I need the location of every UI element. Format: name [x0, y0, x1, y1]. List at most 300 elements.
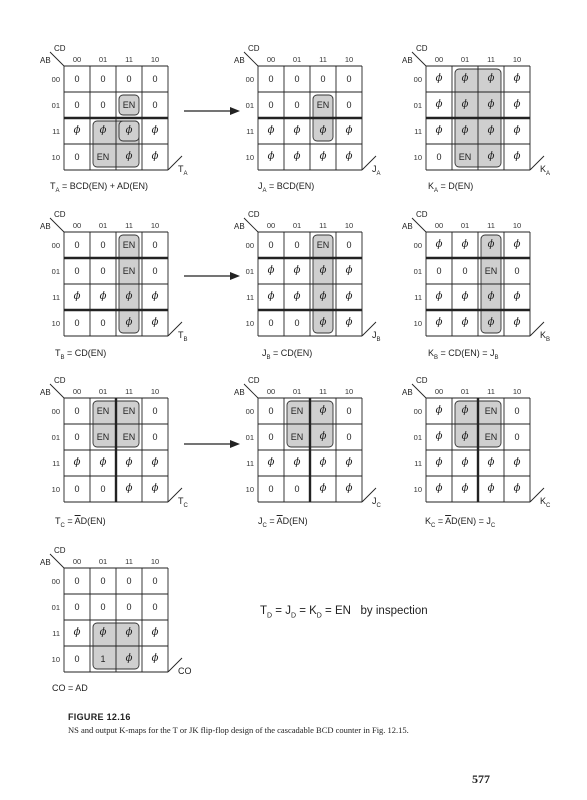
col-variable-label: CD: [54, 376, 66, 385]
kmap-jc: [232, 376, 381, 528]
kmap-cell: ϕ: [487, 99, 495, 110]
kmap-cell: EN: [484, 432, 498, 442]
kmap-output-label: CO: [178, 666, 192, 676]
caption-jb: $J_B = CD(EN)$: [262, 348, 313, 361]
caption-tc: $T_C = \overline{A}D(EN)$: [55, 516, 106, 529]
kmap-cell: 0: [100, 318, 106, 328]
kmap-corner-diagonal: [244, 52, 258, 66]
kmap-cell: EN: [96, 432, 110, 442]
kmap-cell: ϕ: [125, 291, 133, 302]
col-header: 11: [487, 221, 495, 230]
kmap-cell: 0: [268, 100, 274, 110]
row-header: 10: [51, 319, 60, 328]
kmap-cell: ϕ: [461, 457, 469, 468]
kmap-cell: ϕ: [513, 239, 521, 250]
row-header: 10: [245, 319, 254, 328]
kmap-cell: 0: [152, 406, 158, 416]
kmap-ka: [400, 44, 551, 196]
col-variable-label: CD: [54, 546, 66, 555]
col-header: 10: [150, 557, 160, 566]
row-header: 01: [51, 267, 60, 276]
kmap-cell: ϕ: [435, 483, 443, 494]
row-header: 11: [414, 459, 422, 468]
kmap-cell: ϕ: [151, 627, 159, 638]
kmap-cell: ϕ: [151, 457, 159, 468]
arrow-row-a: [182, 105, 242, 117]
col-header: 11: [125, 55, 133, 64]
row-header: 01: [413, 101, 422, 110]
kmap-cell: ϕ: [125, 317, 133, 328]
kmap-corner-diagonal: [412, 384, 426, 398]
row-header: 01: [245, 433, 254, 442]
kmap-cell: ϕ: [267, 265, 275, 276]
kmap-cell: ϕ: [99, 125, 107, 136]
kmap-cell: ϕ: [151, 125, 159, 136]
kmap-cell: 0: [100, 602, 106, 612]
kmap-cell: 0: [152, 100, 158, 110]
row-header: 00: [413, 75, 422, 84]
col-header: 01: [98, 557, 108, 566]
kmap-cell: ϕ: [319, 291, 327, 302]
kmap-cell: ϕ: [513, 73, 521, 84]
kmap-cell: ϕ: [487, 291, 495, 302]
kmap-tb: [38, 210, 188, 362]
col-variable-label: CD: [248, 210, 260, 219]
row-header: 01: [413, 267, 422, 276]
kmap-cell: ϕ: [73, 627, 81, 638]
col-variable-label: CD: [248, 376, 260, 385]
kmap-cell: ϕ: [99, 291, 107, 302]
kmap-output-label: $T_A$: [178, 164, 188, 177]
kmap-cell: 0: [268, 484, 274, 494]
kmap-cell: ϕ: [99, 457, 107, 468]
row-header: 00: [245, 241, 254, 250]
inspection-statement: $T_D = J_D = K_D$ = EN by inspection: [260, 605, 428, 620]
kmap-cell: 0: [294, 74, 300, 84]
kmap-cell: 0: [74, 484, 80, 494]
kmap-cell: ϕ: [461, 405, 469, 416]
kmap-cell: ϕ: [319, 265, 327, 276]
kmap-cell: ϕ: [319, 483, 327, 494]
col-variable-label: CD: [416, 44, 428, 53]
kmap-cell: 0: [126, 602, 132, 612]
row-header: 11: [246, 459, 254, 468]
kmap-cell: ϕ: [345, 291, 353, 302]
col-header: 11: [125, 221, 133, 230]
kmap-co: [38, 546, 192, 698]
kmap-cell: ϕ: [487, 483, 495, 494]
kmap-cell: EN: [96, 152, 110, 162]
col-header: 01: [460, 55, 470, 64]
kmap-cell: 0: [74, 74, 80, 84]
kmap-cell: 0: [152, 432, 158, 442]
row-variable-label: AB: [402, 388, 413, 397]
row-variable-label: AB: [234, 56, 245, 65]
kmap-cell: ϕ: [461, 239, 469, 250]
col-header: 00: [72, 221, 82, 230]
row-header: 01: [413, 433, 422, 442]
kmap-cell: ϕ: [293, 265, 301, 276]
kmap-cell: ϕ: [487, 125, 495, 136]
kmap-cell: 0: [100, 74, 106, 84]
row-variable-label: AB: [402, 222, 413, 231]
col-header: 11: [487, 55, 495, 64]
kmap-jb: [232, 210, 381, 362]
kmap-cell: ϕ: [435, 317, 443, 328]
kmap-cell: ϕ: [125, 457, 133, 468]
kmap-cell: ϕ: [319, 151, 327, 162]
kmap-cell: ϕ: [461, 483, 469, 494]
kmap-cell: 0: [436, 152, 442, 162]
kmap-output-label: $J_A$: [372, 164, 381, 177]
kmap-cell: ϕ: [125, 151, 133, 162]
col-header: 11: [319, 221, 327, 230]
kmap-cell: ϕ: [125, 125, 133, 136]
kmap-cell: ϕ: [293, 457, 301, 468]
kmap-cell: 0: [294, 318, 300, 328]
col-variable-label: CD: [416, 376, 428, 385]
kmap-cell: 0: [74, 152, 80, 162]
col-header: 00: [434, 55, 444, 64]
kmap-cell: 0: [268, 74, 274, 84]
col-header: 10: [344, 387, 354, 396]
page-number: 577: [472, 772, 490, 786]
row-header: 11: [52, 459, 60, 468]
kmap-cell: EN: [458, 152, 472, 162]
kmap-cell: ϕ: [73, 125, 81, 136]
kmap-cell: 0: [268, 318, 274, 328]
kmap-cell: 0: [346, 74, 352, 84]
figure-caption: NS and output K-maps for the T or JK flip-flop design of the cascadable BCD counter in Fig. 12.15.: [68, 725, 409, 735]
caption-co: CO = AD: [52, 683, 88, 693]
kmap-cell: 0: [152, 602, 158, 612]
kmap-kc: [400, 376, 551, 528]
arrow-row-c: [182, 438, 242, 450]
kmap-cell: ϕ: [319, 431, 327, 442]
kmap-cell: ϕ: [345, 483, 353, 494]
kmap-cell: 0: [346, 406, 352, 416]
col-header: 10: [512, 387, 522, 396]
kmap-cell: ϕ: [293, 125, 301, 136]
kmap-cell: ϕ: [293, 151, 301, 162]
kmap-cell: ϕ: [293, 291, 301, 302]
row-header: 00: [413, 407, 422, 416]
kmap-cell: EN: [122, 406, 136, 416]
kmap-cell: ϕ: [151, 151, 159, 162]
kmap-cell: ϕ: [435, 291, 443, 302]
col-header: 01: [98, 221, 108, 230]
kmap-cell: EN: [122, 240, 136, 250]
row-header: 00: [413, 241, 422, 250]
col-header: 10: [344, 221, 354, 230]
kmap-cell: 0: [74, 240, 80, 250]
col-header: 11: [125, 557, 133, 566]
row-variable-label: AB: [40, 558, 51, 567]
kmap-cell: ϕ: [513, 483, 521, 494]
col-header: 10: [344, 55, 354, 64]
kmap-cell: 0: [152, 74, 158, 84]
row-header: 01: [245, 101, 254, 110]
kmap-cell: 0: [100, 576, 106, 586]
row-header: 00: [51, 407, 60, 416]
kmap-cell: 1: [100, 654, 106, 664]
kmap-cell: 0: [268, 406, 274, 416]
row-variable-label: AB: [402, 56, 413, 65]
kmap-ta: [38, 44, 188, 196]
kmap-corner-diagonal: [412, 218, 426, 232]
kmap-cell: ϕ: [319, 405, 327, 416]
col-variable-label: CD: [248, 44, 260, 53]
caption-jc: $J_C = \overline{A}D(EN)$: [258, 516, 308, 529]
caption-ja: $J_A = BCD(EN)$: [258, 181, 315, 194]
kmap-cell: ϕ: [319, 125, 327, 136]
kmap-cell: ϕ: [125, 483, 133, 494]
kmap-cell: 0: [126, 74, 132, 84]
kmap-cell: 0: [100, 484, 106, 494]
kmap-corner-diagonal: [50, 554, 64, 568]
col-header: 01: [98, 55, 108, 64]
kmap-cell: EN: [484, 266, 498, 276]
kmap-cell: 0: [346, 432, 352, 442]
kmap-cell: ϕ: [513, 457, 521, 468]
caption-ka: $K_A = D(EN)$: [428, 181, 474, 194]
row-header: 00: [51, 577, 60, 586]
kmap-cell: 0: [74, 654, 80, 664]
kmap-cell: ϕ: [151, 291, 159, 302]
caption-kc: $K_C = \overline{A}D(EN) = J_C$: [425, 516, 496, 529]
kmap-cell: ϕ: [151, 653, 159, 664]
kmap-cell: ϕ: [267, 151, 275, 162]
kmap-cell: EN: [316, 240, 330, 250]
kmap-corner-diagonal: [50, 218, 64, 232]
col-header: 01: [292, 387, 302, 396]
kmap-cell: ϕ: [73, 291, 81, 302]
kmap-corner-diagonal: [244, 384, 258, 398]
row-header: 10: [413, 153, 422, 162]
kmap-cell: 0: [346, 240, 352, 250]
kmap-cell: ϕ: [461, 99, 469, 110]
col-header: 00: [434, 387, 444, 396]
col-header: 00: [266, 387, 276, 396]
kmap-cell: ϕ: [125, 653, 133, 664]
kmap-cell: 0: [514, 266, 520, 276]
row-header: 11: [246, 127, 254, 136]
kmap-tc: [38, 376, 188, 528]
kmap-cell: 0: [320, 74, 326, 84]
col-header: 10: [512, 55, 522, 64]
kmap-cell: ϕ: [345, 125, 353, 136]
row-header: 10: [245, 485, 254, 494]
kmap-cell: 0: [268, 240, 274, 250]
kmap-output-label: $K_A$: [540, 164, 551, 177]
kmap-cell: EN: [96, 406, 110, 416]
col-header: 01: [460, 387, 470, 396]
row-header: 01: [245, 267, 254, 276]
kmap-cell: ϕ: [345, 457, 353, 468]
kmap-cell: ϕ: [435, 431, 443, 442]
kmap-cell: ϕ: [435, 457, 443, 468]
kmap-cell: 0: [74, 576, 80, 586]
col-header: 01: [292, 55, 302, 64]
row-header: 11: [414, 127, 422, 136]
kmap-cell: ϕ: [461, 317, 469, 328]
kmap-cell: 0: [514, 406, 520, 416]
row-header: 11: [414, 293, 422, 302]
col-header: 00: [266, 221, 276, 230]
kmap-cell: ϕ: [125, 627, 133, 638]
kmap-corner-diagonal: [50, 52, 64, 66]
kmap-cell: 0: [294, 484, 300, 494]
kmap-cell: 0: [74, 266, 80, 276]
row-header: 00: [245, 407, 254, 416]
kmap-cell: EN: [484, 406, 498, 416]
kmap-output-label: $K_C$: [540, 496, 551, 509]
caption-tb: $T_B = CD(EN)$: [55, 348, 107, 361]
kmap-cell: ϕ: [151, 483, 159, 494]
kmap-cell: ϕ: [513, 291, 521, 302]
kmap-cell: ϕ: [267, 457, 275, 468]
kmap-cell: 0: [514, 432, 520, 442]
row-header: 00: [51, 241, 60, 250]
kmap-cell: ϕ: [513, 99, 521, 110]
col-header: 10: [150, 221, 160, 230]
figure-label: FIGURE 12.16: [68, 712, 131, 722]
kmap-output-label: $T_B$: [178, 330, 188, 343]
kmap-cell: ϕ: [345, 317, 353, 328]
col-header: 00: [266, 55, 276, 64]
kmap-cell: 0: [268, 432, 274, 442]
kmap-corner-diagonal: [50, 384, 64, 398]
kmap-cell: EN: [122, 100, 136, 110]
kmap-cell: 0: [346, 100, 352, 110]
row-header: 01: [51, 603, 60, 612]
row-header: 01: [51, 101, 60, 110]
kmap-cell: ϕ: [487, 457, 495, 468]
col-header: 01: [460, 221, 470, 230]
row-header: 00: [51, 75, 60, 84]
kmap-cell: 0: [100, 240, 106, 250]
kmap-cell: EN: [290, 432, 304, 442]
kmap-cell: ϕ: [435, 73, 443, 84]
arrow-row-b: [182, 270, 242, 282]
kmap-cell: 0: [74, 406, 80, 416]
kmap-cell: EN: [122, 432, 136, 442]
kmap-ja: [232, 44, 381, 196]
row-variable-label: AB: [234, 222, 245, 231]
col-variable-label: CD: [54, 210, 66, 219]
kmap-cell: ϕ: [99, 627, 107, 638]
row-variable-label: AB: [40, 388, 51, 397]
kmap-cell: 0: [294, 240, 300, 250]
kmap-output-label: $T_C$: [178, 496, 188, 509]
kmap-cell: ϕ: [513, 317, 521, 328]
col-header: 00: [434, 221, 444, 230]
col-header: 00: [72, 557, 82, 566]
kmap-cell: ϕ: [345, 151, 353, 162]
col-header: 10: [150, 387, 160, 396]
kmap-cell: 0: [74, 432, 80, 442]
row-header: 11: [246, 293, 254, 302]
kmap-cell: ϕ: [151, 317, 159, 328]
row-header: 10: [245, 153, 254, 162]
caption-kb: $K_B = CD(EN) = J_B$: [428, 348, 499, 361]
kmap-cell: ϕ: [487, 239, 495, 250]
kmap-cell: EN: [290, 406, 304, 416]
caption-ta: $T_A = BCD(EN) + AD(EN)$: [50, 181, 149, 194]
kmap-cell: ϕ: [435, 239, 443, 250]
kmap-cell: 0: [74, 318, 80, 328]
row-variable-label: AB: [40, 56, 51, 65]
kmap-cell: ϕ: [435, 125, 443, 136]
kmap-cell: 0: [462, 266, 468, 276]
kmap-cell: ϕ: [73, 457, 81, 468]
kmap-cell: ϕ: [461, 73, 469, 84]
row-header: 11: [52, 629, 60, 638]
row-header: 01: [51, 433, 60, 442]
kmap-cell: 0: [436, 266, 442, 276]
kmap-cell: 0: [100, 100, 106, 110]
kmap-corner-diagonal: [412, 52, 426, 66]
row-header: 10: [413, 485, 422, 494]
kmap-cell: 0: [74, 100, 80, 110]
row-header: 10: [413, 319, 422, 328]
row-header: 11: [52, 293, 60, 302]
row-header: 10: [51, 153, 60, 162]
kmap-cell: ϕ: [435, 99, 443, 110]
col-header: 11: [125, 387, 133, 396]
col-header: 01: [98, 387, 108, 396]
kmap-cell: ϕ: [319, 317, 327, 328]
kmap-cell: ϕ: [487, 317, 495, 328]
kmap-output-label: $J_C$: [372, 496, 381, 509]
row-variable-label: AB: [40, 222, 51, 231]
col-variable-label: CD: [54, 44, 66, 53]
kmap-output-label: $J_B$: [372, 330, 381, 343]
col-header: 00: [72, 55, 82, 64]
kmap-cell: 0: [100, 266, 106, 276]
kmap-cell: ϕ: [487, 73, 495, 84]
col-variable-label: CD: [416, 210, 428, 219]
row-header: 11: [52, 127, 60, 136]
kmap-corner-diagonal: [244, 218, 258, 232]
kmap-cell: 0: [152, 576, 158, 586]
row-variable-label: AB: [234, 388, 245, 397]
col-header: 01: [292, 221, 302, 230]
kmap-cell: ϕ: [267, 125, 275, 136]
col-header: 10: [150, 55, 160, 64]
row-header: 00: [245, 75, 254, 84]
kmap-cell: ϕ: [461, 125, 469, 136]
row-header: 10: [51, 485, 60, 494]
kmap-cell: ϕ: [487, 151, 495, 162]
kmap-cell: ϕ: [461, 431, 469, 442]
col-header: 11: [319, 387, 327, 396]
kmap-cell: 0: [74, 602, 80, 612]
kmap-cell: 0: [152, 266, 158, 276]
col-header: 11: [487, 387, 495, 396]
kmap-cell: ϕ: [513, 125, 521, 136]
row-header: 10: [51, 655, 60, 664]
kmap-cell: ϕ: [513, 151, 521, 162]
col-header: 11: [319, 55, 327, 64]
kmap-cell: 0: [294, 100, 300, 110]
kmap-kb: [400, 210, 551, 362]
col-header: 10: [512, 221, 522, 230]
kmap-output-label: $K_B$: [540, 330, 551, 343]
kmap-cell: 0: [126, 576, 132, 586]
kmap-cell: EN: [316, 100, 330, 110]
kmap-cell: ϕ: [345, 265, 353, 276]
